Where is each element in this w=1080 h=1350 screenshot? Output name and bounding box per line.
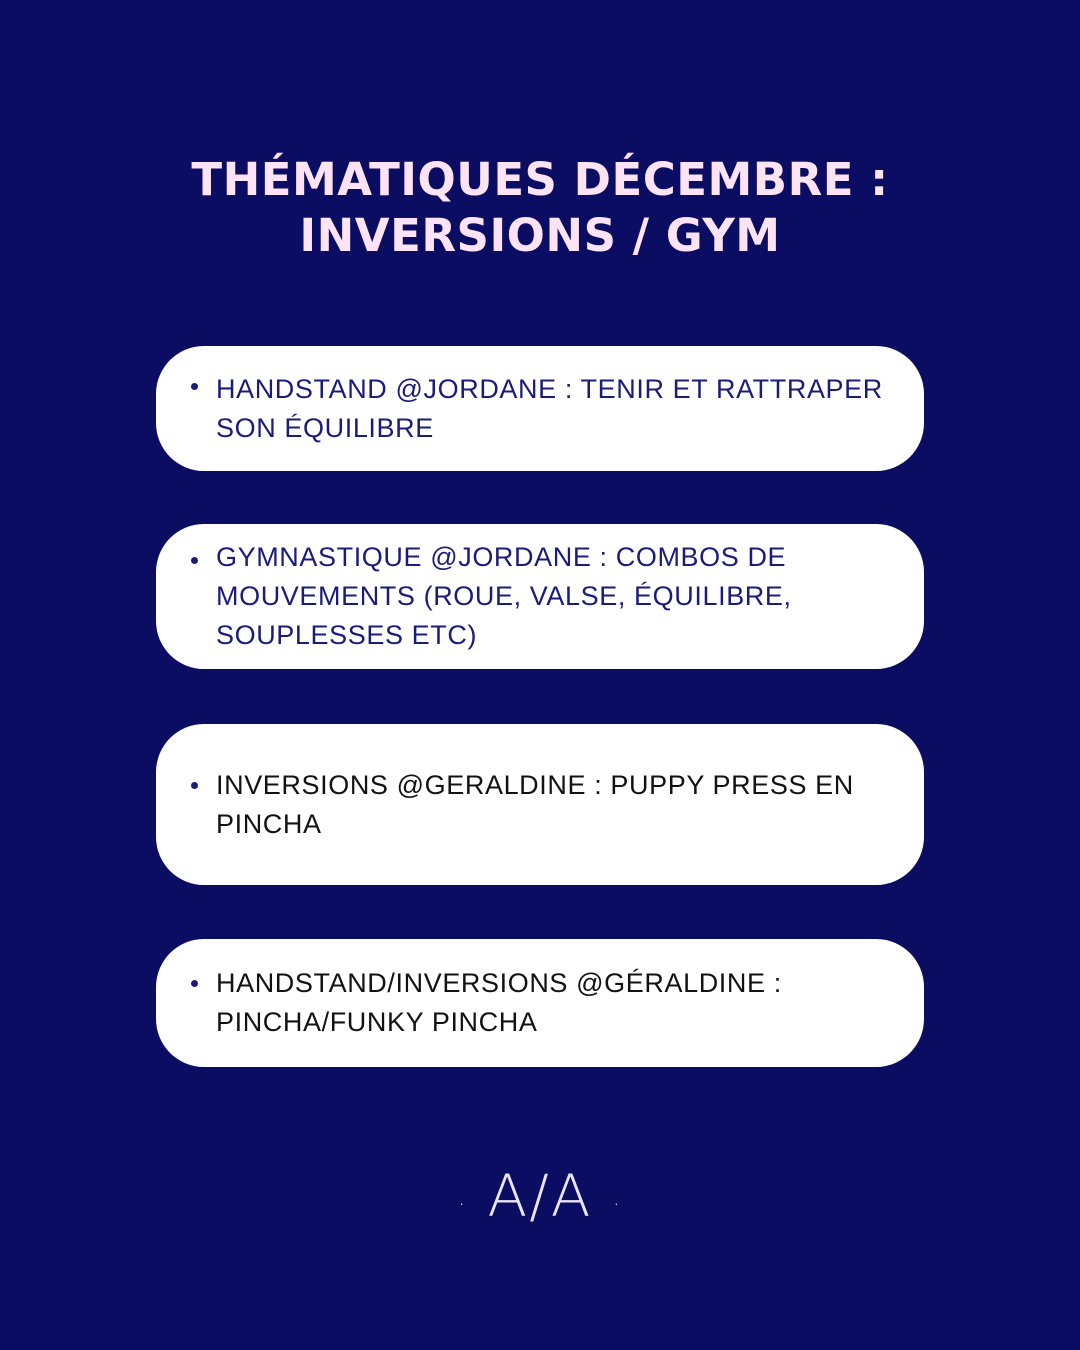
theme-card-handstand-jordane <box>156 346 924 471</box>
brand-logo <box>0 1164 1080 1232</box>
bullet-icon <box>191 383 198 390</box>
logo-dot-right: · <box>612 1193 622 1218</box>
theme-card-gymnastique-jordane <box>156 524 924 669</box>
bullet-icon <box>191 980 198 987</box>
bullet-icon <box>191 557 198 564</box>
title-line-2: INVERSIONS / GYM <box>299 209 781 262</box>
theme-card-text: HANDSTAND @JORDANE : TENIR ET RATTRAPER SON ÉQUILIBRE <box>216 373 883 443</box>
theme-card-handstand-inversions-geraldine <box>156 939 924 1067</box>
logo-dot-left: · <box>458 1193 468 1218</box>
bullet-icon <box>191 782 198 789</box>
logo-mark: A/A <box>487 1162 593 1230</box>
title-line-1: THÉMATIQUES DÉCEMBRE : <box>191 153 889 206</box>
theme-card-text: INVERSIONS @GERALDINE : PUPPY PRESS EN PINCHA <box>216 769 854 839</box>
theme-card-inversions-geraldine <box>156 724 924 885</box>
page-title <box>0 152 1080 264</box>
theme-card-text: HANDSTAND/INVERSIONS @GÉRALDINE : PINCHA/FUNKY PINCHA <box>216 968 782 1037</box>
theme-card-text: GYMNASTIQUE @JORDANE : COMBOS DE MOUVEMENTS (ROUE, VALSE, ÉQUILIBRE, SOUPLESSES ETC) <box>216 542 792 650</box>
